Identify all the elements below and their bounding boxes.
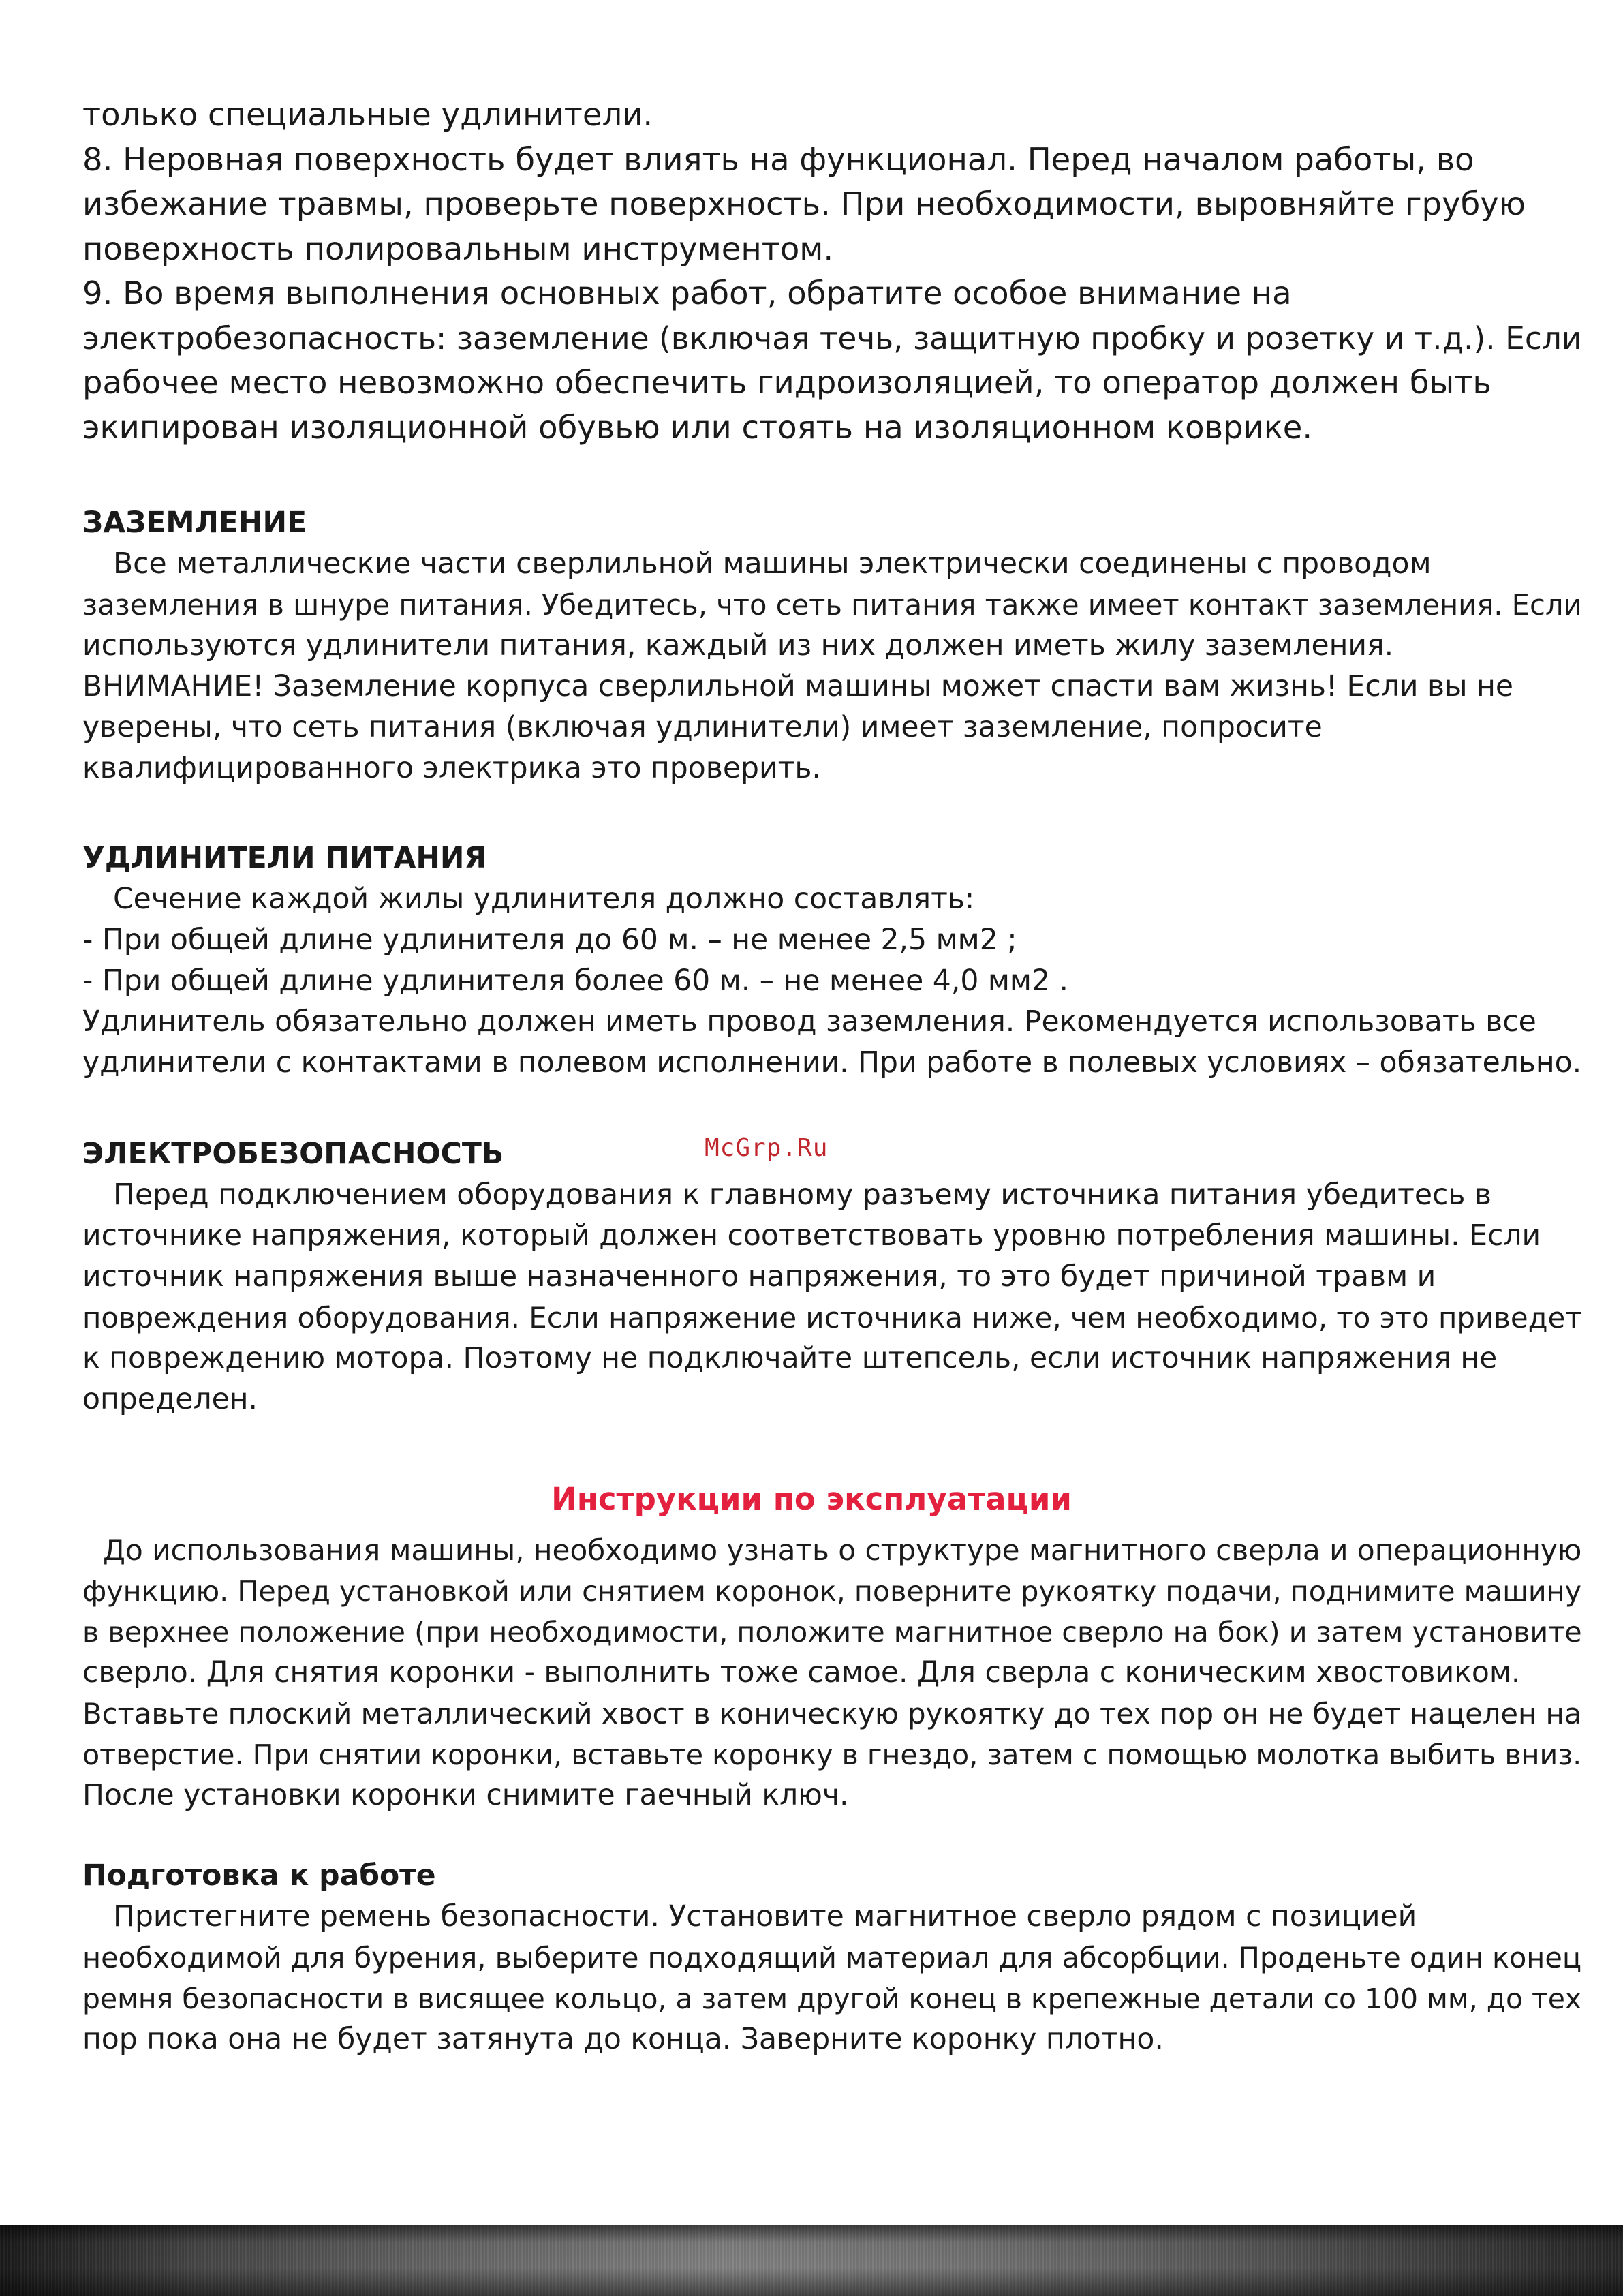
paragraph-line: - При общей длине удлинителя до 60 м. – не менее 2,5 мм2 ;: [82, 923, 1017, 957]
grounding-section: [82, 503, 1582, 789]
paragraph-line: заземления в шнуре питания. Убедитесь, что сеть питания также имеет контакт заземления. Если: [82, 588, 1582, 622]
paragraph-line: Вставьте плоский металлический хвост в коническую рукоятку до тех пор он не будет нацелен на: [82, 1697, 1582, 1730]
paragraph-line: источник напряжения выше назначенного напряжения, то это будет причиной травм и: [82, 1260, 1436, 1294]
paragraph-line: в верхнее положение (при необходимости, положите магнитное сверло на бок) и затем установите: [82, 1616, 1582, 1649]
extensions-section: [82, 838, 1582, 1084]
paragraph-line: функцию. Перед установкой или снятием коронок, поверните рукоятку подачи, поднимите машину: [82, 1575, 1582, 1608]
paragraph-line: уверены, что сеть питания (включая удлинители) имеет заземление, попросите: [82, 711, 1323, 744]
paragraph-line: определен.: [82, 1383, 258, 1416]
intro-line: экипирован изоляционной обувью или стоять на изоляционном коврике.: [82, 408, 1313, 446]
paragraph-line: к повреждению мотора. Поэтому не подключайте штепсель, если источник напряжения не: [82, 1342, 1498, 1375]
intro-line: 8. Неровная поверхность будет влиять на функционал. Перед началом работы, во: [82, 140, 1474, 178]
paragraph-line: ремня безопасности в висящее кольцо, а затем другой конец в крепежные детали со 100 мм, до тех: [82, 1983, 1582, 2015]
intro-line: только специальные удлинители.: [82, 96, 653, 133]
section-heading: Подготовка к работе: [82, 1859, 436, 1893]
paragraph-line: используются удлинители питания, каждый из них должен иметь жилу заземления.: [82, 629, 1394, 662]
intro-line: 9. Во время выполнения основных работ, обратите особое внимание на: [82, 275, 1292, 311]
paragraph-line: До использования машины, необходимо узнать о структуре магнитного сверла и операционную: [103, 1533, 1582, 1567]
paragraph-line: повреждения оборудования. Если напряжение источника ниже, чем необходимо, то это приведет: [82, 1301, 1582, 1334]
paragraph-line: отверстие. При снятии коронки, вставьте коронку в гнездо, затем с помощью молотка выбить вниз.: [82, 1739, 1582, 1771]
paragraph-line: источнике напряжения, который должен соответствовать уровню потребления машины. Если: [82, 1219, 1541, 1253]
paragraph-line: После установки коронки снимите гаечный ключ.: [82, 1779, 849, 1812]
paragraph-line: пор пока она не будет затянута до конца. Заверните коронку плотно.: [82, 2023, 1164, 2056]
preparation-section: [82, 1856, 1582, 2060]
paragraph-line: Удлинитель обязательно должен иметь провод заземления. Рекомендуется использовать все: [82, 1005, 1536, 1039]
operating-instructions-section: [82, 1530, 1582, 1816]
intro-line: электробезопасность: заземление (включая течь, защитную пробку и розетку и т.д.). Если: [82, 320, 1582, 356]
paragraph-line: Сечение каждой жилы удлинителя должно составлять:: [113, 883, 975, 916]
section-heading: ЭЛЕКТРОБЕЗОПАСНОСТЬ: [82, 1137, 504, 1171]
paragraph-line: Пристегните ремень безопасности. Установите магнитное сверло рядом с позицией: [113, 1900, 1417, 1933]
paragraph-line: сверло. Для снятия коронки - выполнить тоже самое. Для сверла с коническим хвостовиком.: [82, 1656, 1521, 1689]
paragraph-line: удлинители с контактами в полевом исполнении. При работе в полевых условиях – обязательно.: [82, 1046, 1582, 1080]
paragraph-line: ВНИМАНИЕ! Заземление корпуса сверлильной машины может спасти вам жизнь! Если вы не: [82, 670, 1514, 703]
footer-decorative-bar: [0, 2225, 1623, 2296]
paragraph-line: Перед подключением оборудования к главному разъему источника питания убедитесь в: [113, 1178, 1491, 1212]
intro-section: [82, 93, 1582, 450]
intro-line: рабочее место невозможно обеспечить гидроизоляцией, то оператор должен быть: [82, 364, 1491, 401]
watermark-text: McGrp.Ru: [705, 1134, 829, 1162]
electrical-safety-section: [82, 1134, 1582, 1420]
section-heading: ЗАЗЕМЛЕНИЕ: [82, 506, 307, 540]
paragraph-line: квалифицированного электрика это проверить.: [82, 752, 821, 785]
paragraph-line: - При общей длине удлинителя более 60 м. – не менее 4,0 мм2 .: [82, 964, 1069, 998]
section-heading: УДЛИНИТЕЛИ ПИТАНИЯ: [82, 842, 487, 875]
intro-line: избежание травмы, проверьте поверхность. При необходимости, выровняйте грубую: [82, 185, 1526, 222]
paragraph-line: Все металлические части сверлильной машины электрически соединены с проводом: [113, 547, 1432, 581]
operating-instructions-title: Инструкции по эксплуатации: [551, 1481, 1072, 1517]
intro-line: поверхность полировальным инструментом.: [82, 230, 834, 267]
paragraph-line: необходимой для бурения, выберите подходящий материал для абсорбции. Проденьте один конец: [82, 1942, 1582, 1974]
